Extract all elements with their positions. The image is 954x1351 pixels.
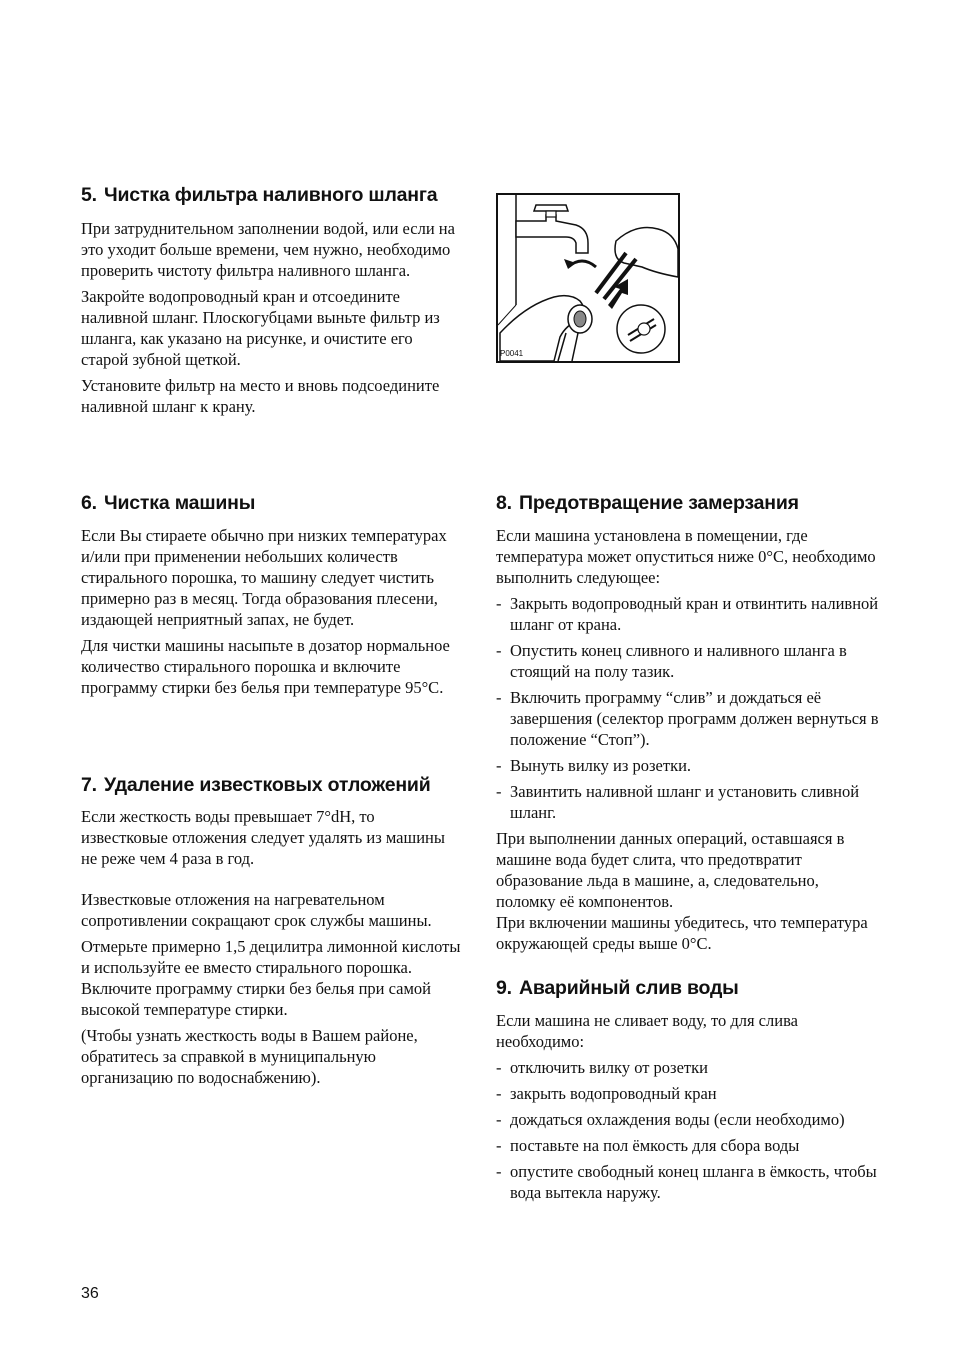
section-9-list bbox=[496, 1057, 880, 1203]
section-5-paragraph: Установите фильтр на место и вновь подсоедините наливной шланг к крану. bbox=[81, 376, 440, 416]
section-6 bbox=[81, 492, 461, 698]
section-9-title: Аварийный слив воды bbox=[519, 977, 739, 999]
list-item: - Опустить конец сливного и наливного шланга в стоящий на полу тазик. bbox=[496, 640, 880, 682]
section-6-paragraph: Для чистки машины насыпьте в дозатор нормальное количество стирального порошка и включите программу стирки без белья при температуре 95°С. bbox=[81, 636, 450, 697]
section-6-number: 6. bbox=[81, 492, 97, 514]
list-item: - опустите свободный конец шланга в ёмкость, чтобы вода вытекла наружу. bbox=[496, 1161, 880, 1203]
section-8-heading bbox=[496, 492, 880, 514]
section-8-title: Предотвращение замерзания bbox=[519, 492, 799, 514]
section-9 bbox=[496, 977, 880, 1203]
figure-code: P0041 bbox=[500, 349, 524, 358]
page-number: 36 bbox=[81, 1285, 99, 1302]
section-9-heading bbox=[496, 977, 880, 999]
list-item: - дождаться охлаждения воды (если необходимо) bbox=[496, 1109, 880, 1130]
section-5 bbox=[81, 184, 461, 417]
section-7-number: 7. bbox=[81, 774, 97, 796]
list-item: - Закрыть водопроводный кран и отвинтить наливной шланг от крана. bbox=[496, 593, 880, 635]
section-9-intro: Если машина не сливает воду, то для слива необходимо: bbox=[496, 1011, 798, 1051]
section-7-title: Удаление известковых отложений bbox=[104, 774, 431, 796]
section-9-number: 9. bbox=[496, 977, 512, 999]
filter-cleaning-illustration bbox=[496, 193, 680, 363]
list-item: - отключить вилку от розетки bbox=[496, 1057, 880, 1078]
section-5-title: Чистка фильтра наливного шланга bbox=[104, 184, 438, 206]
section-6-title: Чистка машины bbox=[104, 492, 256, 514]
list-item: - закрыть водопроводный кран bbox=[496, 1083, 880, 1104]
section-7-paragraph: Известковые отложения на нагревательном сопротивлении сокращают срок службы машины. bbox=[81, 890, 432, 930]
section-8 bbox=[496, 492, 880, 954]
section-7-paragraph: Если жесткость воды превышает 7°dH, то известковые отложения следует удалять из машины не реже чем 4 раза в год. bbox=[81, 807, 445, 868]
section-8-list bbox=[496, 593, 880, 823]
section-5-paragraph: При затруднительном заполнении водой, или если на это уходит больше времени, чем нужно, необходимо проверить чистоту фильтра наливного шланга. bbox=[81, 219, 455, 280]
section-6-paragraph: Если Вы стираете обычно при низких температурах и/или при применении небольших количеств стирального порошка, то машину следует чистить примерно раз в месяц. Тогда образования плесени, издающей неприятный запах, не будет. bbox=[81, 526, 447, 629]
section-7-heading bbox=[81, 774, 461, 796]
section-8-intro: Если машина установлена в помещении, где температура может опуститься ниже 0°С, необходимо выполнить следующее: bbox=[496, 526, 876, 587]
section-7-paragraph: (Чтобы узнать жесткость воды в Вашем районе, обратитесь за справкой в муниципальную организацию по водоснабжению). bbox=[81, 1026, 418, 1087]
list-item: - Включить программу “слив” и дождаться её завершения (селектор программ должен вернуться в положение “Стоп”). bbox=[496, 687, 880, 750]
section-5-heading bbox=[81, 184, 461, 206]
section-8-number: 8. bbox=[496, 492, 512, 514]
section-8-paragraph: При выполнении данных операций, оставшаяся в машине вода будет слита, что предотвратит образование льда в машине, а, следовательно, поломку её компонентов. bbox=[496, 829, 845, 911]
tap-filter-pliers-icon bbox=[496, 193, 680, 363]
list-item: - Вынуть вилку из розетки. bbox=[496, 755, 880, 776]
section-5-number: 5. bbox=[81, 184, 97, 206]
section-8-paragraph: При включении машины убедитесь, что температура окружающей среды выше 0°С. bbox=[496, 913, 868, 953]
section-6-heading bbox=[81, 492, 461, 514]
section-7 bbox=[81, 774, 461, 1088]
list-item: - поставьте на пол ёмкость для сбора воды bbox=[496, 1135, 880, 1156]
section-7-paragraph: Отмерьте примерно 1,5 децилитра лимонной кислоты и используйте ее вместо стирального порошка. Включите программу стирки без белья при самой высокой температуре стирки. bbox=[81, 937, 461, 1019]
list-item: - Завинтить наливной шланг и установить сливной шланг. bbox=[496, 781, 880, 823]
section-5-paragraph: Закройте водопроводный кран и отсоедините наливной шланг. Плоскогубцами выньте фильтр из шланга, как указано на рисунке, и очистите его старой зубной щеткой. bbox=[81, 287, 440, 369]
